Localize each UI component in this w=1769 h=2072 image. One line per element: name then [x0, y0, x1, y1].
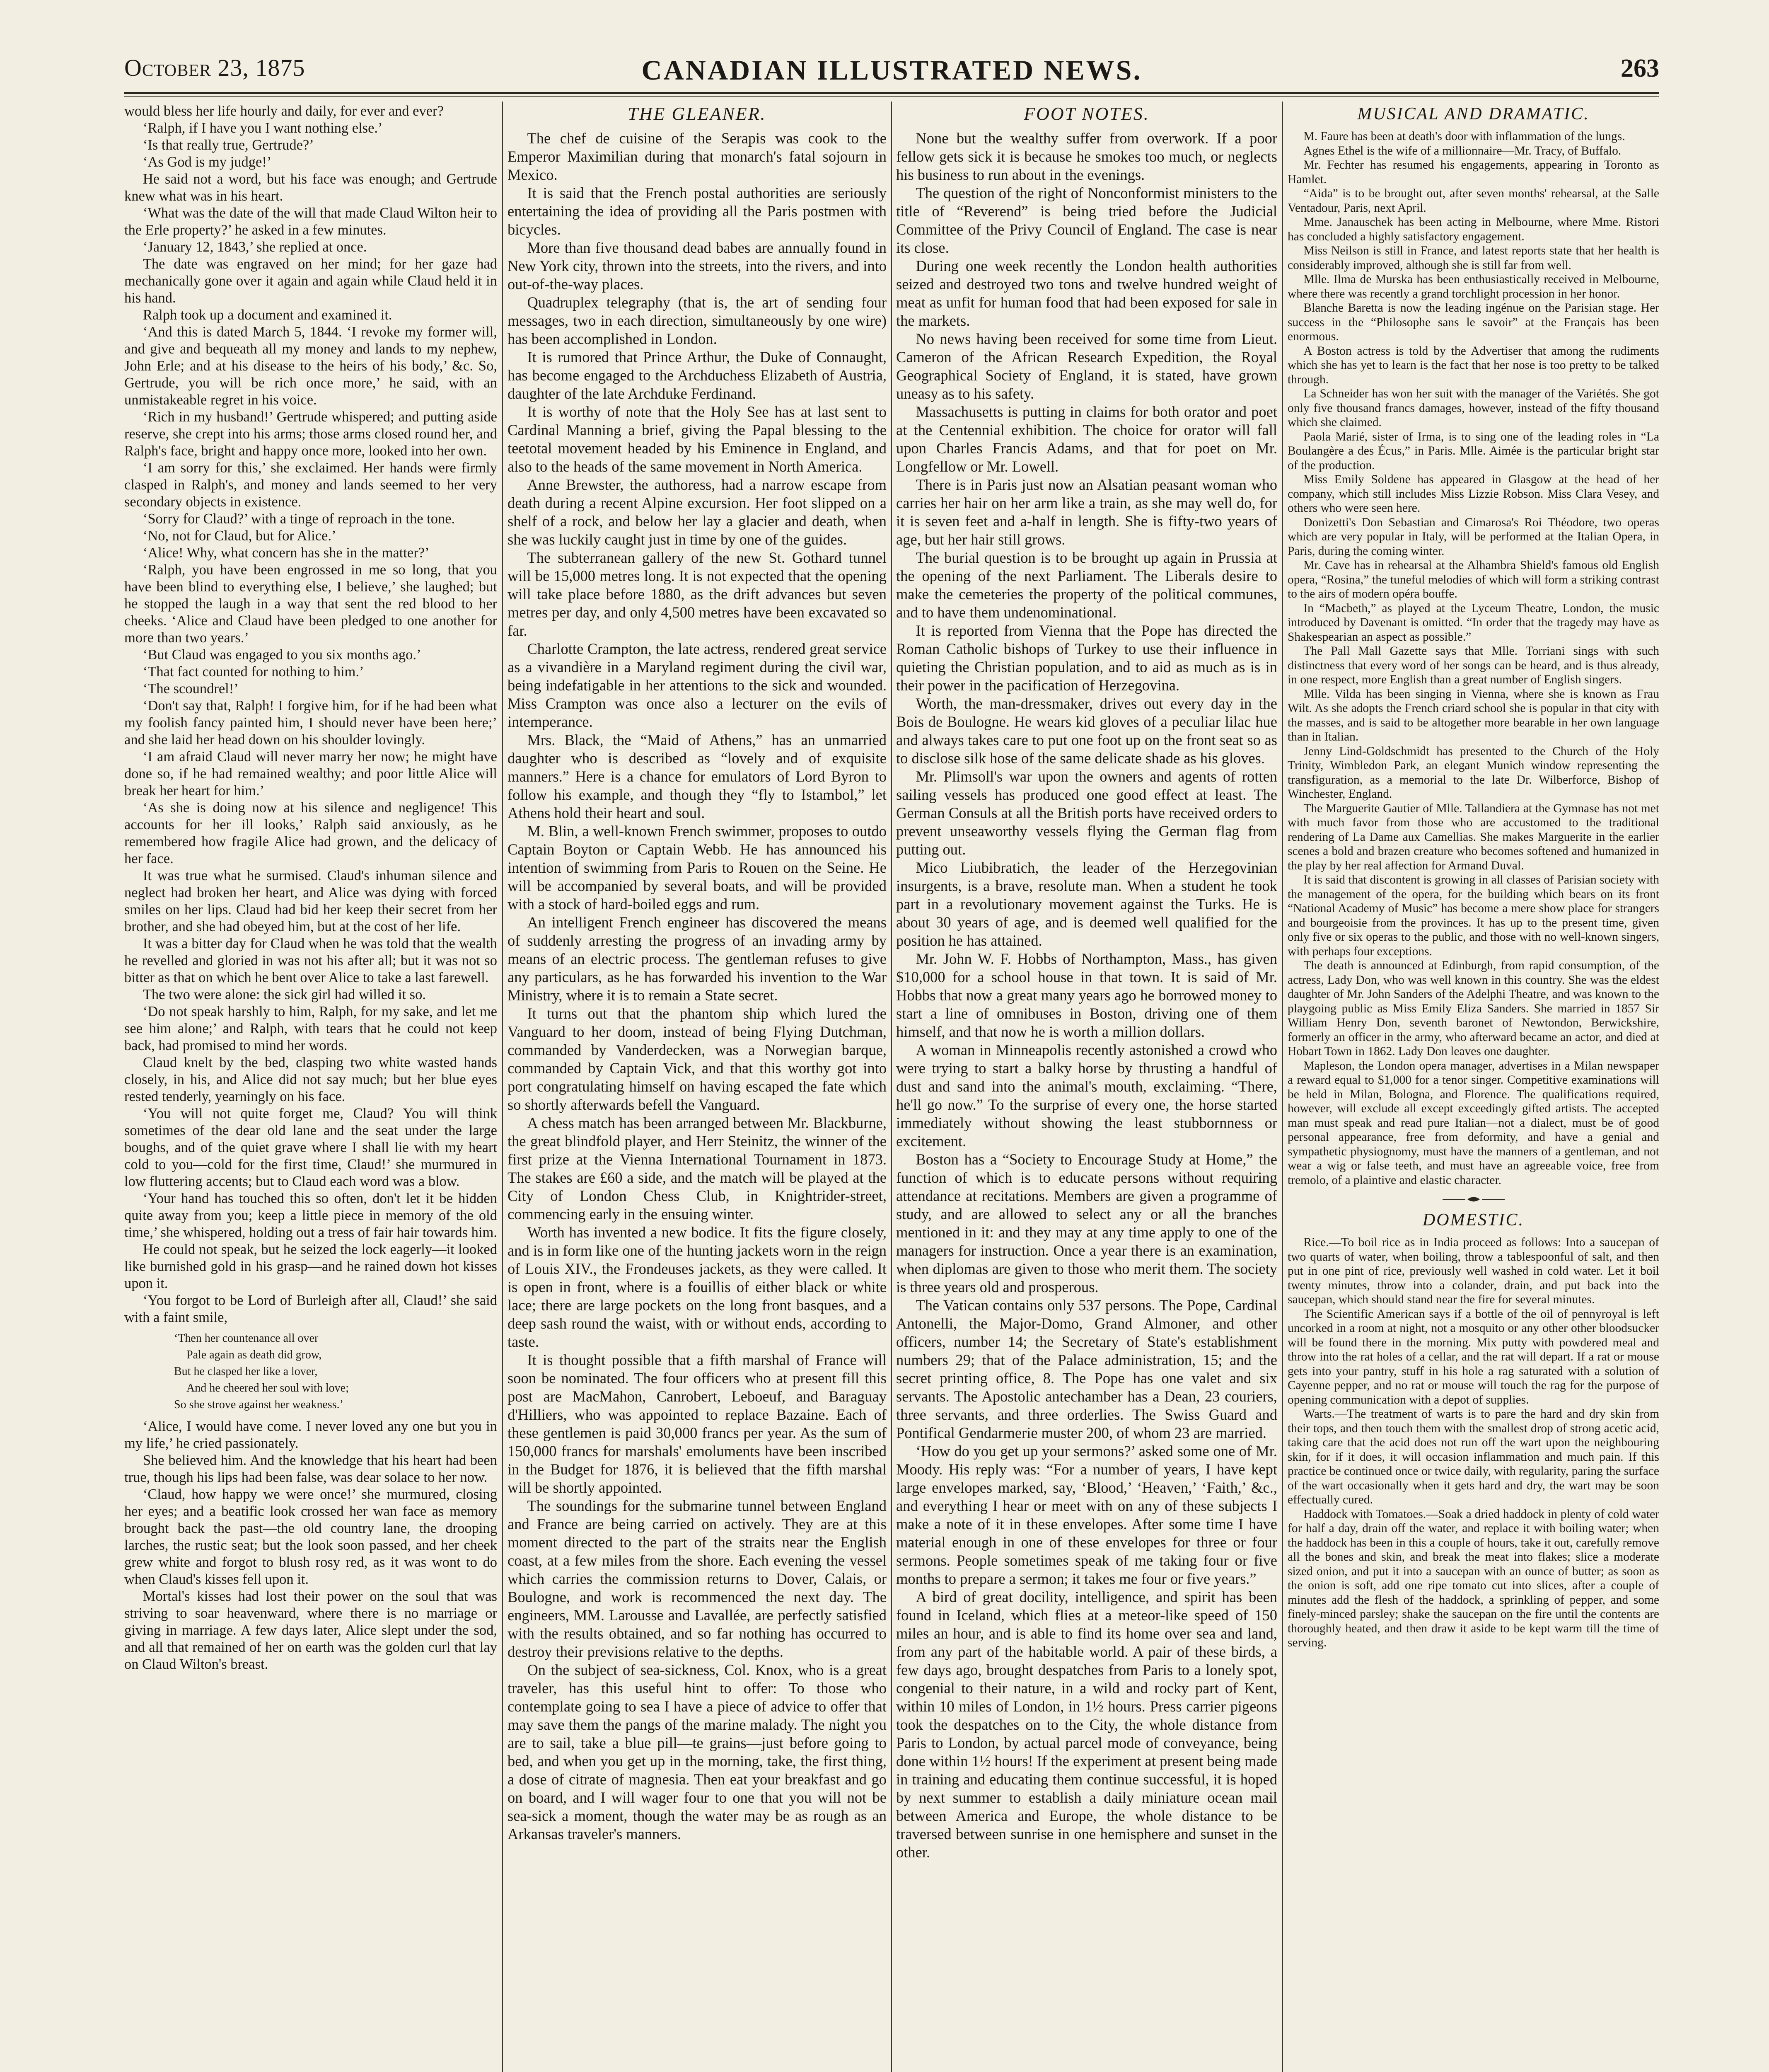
fiction-paragraphs: [124, 103, 497, 1326]
column-rule: [1282, 102, 1283, 2072]
story-paragraph: ‘Sorry for Claud?’ with a tinge of reproach in the tone.: [143, 511, 455, 527]
news-item: Mr. John W. F. Hobbs of Northampton, Mass., has given $10,000 for a school house in that town. It is said of Mr. Hobbs that now a great many years ago he borrowed money to start a line of omnibuses in Boston, driving one of them himself, and that now he is worth a million dollars.: [896, 950, 1277, 1040]
news-item: Mr. Plimsoll's war upon the owners and agents of rotten sailing vessels has produced one good effect at least. The German Consuls at all the British ports have received orders to prevent unseaworthy vessels flying the German flag from putting out.: [896, 768, 1277, 858]
story-paragraph: ‘As God is my judge!’: [143, 154, 272, 170]
recipe-item: Warts.—The treatment of warts is to pare the hard and dry skin from their tops, and then touch them with the smallest drop of strong acetic acid, taking care that the acid does not run off the wart upon the neighbouring skin, for if it does, it will occasion inflammation and much pain. If this practice be continued once or twice daily, with regularity, paring the surface of the wart occasionally when it gets hard and dry, the wart may be soon effectually cured.: [1288, 1407, 1659, 1506]
story-paragraph: ‘No, not for Claud, but for Alice.’: [143, 528, 336, 544]
recipe-item: Haddock with Tomatoes.—Soak a dried haddock in plenty of cold water for half a day, drain off the water, and replace it with boiling water; when the haddock has been in this a couple of hours, take it out, carefully remove all the bones and skin, and break the meat into flakes; slice a moderate sized onion, and put it into a saucepan with an ounce of butter; as soon as the onion is soft, add one ripe tomato cut into slices, after a couple of minutes add the flesh of the haddock, a sprinkling of pepper, and some finely-minced parsley; shake the saucepan on the fire until the contents are thoroughly heated, and then draw it aside to be kept warm till the time of serving.: [1288, 1507, 1659, 1649]
story-paragraph: He said not a word, but his face was enough; and Gertrude knew what was in his heart.: [124, 171, 497, 204]
section-title-gleaner: THE GLEANER.: [628, 104, 766, 124]
story-paragraph: ‘Rich in my husband!’ Gertrude whispered; and putting aside reserve, she crept into his arms; those arms closed round her, and Ralph's face, bright and happy once more, looked into her own.: [124, 409, 497, 459]
news-item: No news having been received for some time from Lieut. Cameron of the African Research Expedition, the Royal Geographical Society of England, it is stated, have grown uneasy as to his safety.: [896, 330, 1277, 402]
news-item: It is worthy of note that the Holy See has at last sent to Cardinal Manning a brief, giving the Papal blessing to the teetotal movement headed by his Eminence in England, and also to the heads of the same movement in North America.: [508, 403, 887, 475]
poem-line: ‘Then her countenance all over: [174, 1332, 319, 1345]
news-item: Mlle. Vilda has been singing in Vienna, where she is known as Frau Wilt. As she adopts the French criard school she is popular in that city with the masses, and is said to be altogether more bearable in her own language than in Italian.: [1288, 687, 1659, 743]
story-paragraph: ‘Alice! Why, what concern has she in the matter?’: [143, 545, 430, 561]
news-item: Anne Brewster, the authoress, had a narrow escape from death during a recent Alpine excursion. Her foot slipped on a shelf of a rock, and below her lay a glacier and death, when she was luckily caught just in time by one of the guides.: [508, 476, 887, 548]
story-paragraph: ‘You forgot to be Lord of Burleigh after all, Claud!’ she said with a faint smile,: [124, 1293, 497, 1325]
news-item: A chess match has been arranged between Mr. Blackburne, the great blindfold player, and Herr Steinitz, the winner of the first prize at the Vienna International Tournament in 1873. The stakes are £60 a side, and the match will be played at the City of London Chess Club, in Knightrider-street, commencing early in the ensuing winter.: [508, 1114, 887, 1222]
news-item: In “Macbeth,” as played at the Lyceum Theatre, London, the music introduced by Davenant is omitted. “In order that the tragedy may have as Shakespearian an aspect as possible.”: [1288, 601, 1659, 644]
header-rule: [124, 92, 1659, 94]
page-header: [124, 54, 1659, 87]
column-musical-domestic: [1288, 103, 1659, 2072]
news-item: La Schneider has won her suit with the manager of the Variétés. She got only five thousand francs damages, however, instead of the fifty thousand which she claimed.: [1288, 387, 1659, 429]
story-paragraph: The date was engraved on her mind; for her gaze had mechanically gone over it again and again while Claud held it in his hand.: [124, 256, 497, 306]
story-paragraph: Claud knelt by the bed, clasping two white wasted hands closely, in his, and Alice did not say much; but her blue eyes rested tenderly, yearningly on his face.: [124, 1055, 497, 1104]
news-item: Mrs. Black, the “Maid of Athens,” has an unmarried daughter who is described as “lovely and of exquisite manners.” Here is a chance for emulators of Lord Byron to follow his example, and though they “fly to Istambol,” let Athens hold their heart and soul.: [508, 731, 887, 821]
poem-line: And he cheered her soul with love;: [186, 1382, 349, 1394]
section-title-footnotes: FOOT NOTES.: [1024, 104, 1150, 124]
news-item: It is thought possible that a fifth marshal of France will soon be nominated. The four officers who at present fill this post are MacMahon, Canrobert, Leboeuf, and Baraguay d'Hilliers, who was appointed to replace Bazaine. Each of these gentlemen is paid 30,000 francs per year. As the sum of 150,000 francs for marshals' emoluments have been inscribed in the Budget for 1876, it is believed that the fifth marshal will be shortly appointed.: [508, 1351, 887, 1496]
news-item: M. Blin, a well-known French swimmer, proposes to outdo Captain Boyton or Captain Webb. He has announced his intention of swimming from Paris to Rouen on the Seine. He will be accompanied by several boats, and will be provided with a stock of hard-boiled eggs and rum.: [508, 823, 887, 913]
news-item: Massachusetts is putting in claims for both orator and poet at the Centennial exhibition. The choice for orator will fall upon Charles Francis Adams, and that for poet on Mr. Longfellow or Mr. Lowell.: [896, 403, 1277, 475]
recipe-item: The Scientific American says if a bottle of the oil of pennyroyal is left uncorked in a room at night, not a mosquito or any other other bloodsucker will be found there in the morning. Mix putty with powdered meal and throw into the rat holes of a cellar, and the rat will depart. If a rat or mouse gets into your pantry, stuff in his hole a rag saturated with a solution of Cayenne pepper, and no rat or mouse will touch the rag for the purpose of opening communication with a depot of supplies.: [1288, 1307, 1659, 1406]
story-paragraph: ‘That fact counted for nothing to him.’: [143, 664, 364, 680]
story-paragraph: ‘Your hand has touched this so often, don't let it be hidden quite away from you; keep a little piece in memory of the old time,’ she whispered, holding out a tress of fair hair towards him.: [124, 1191, 497, 1240]
issue-date: October 23, 1875: [124, 54, 305, 81]
story-paragraph: ‘January 12, 1843,’ she replied at once.: [143, 239, 367, 255]
story-paragraph: It was true what he surmised. Claud's inhuman silence and neglect had broken her heart, and Alice was dying with forced smiles on her lips. Claud had bid her keep their secret from her brother, and she had obeyed him, but at the cost of her life.: [124, 868, 497, 934]
story-paragraph: ‘Ralph, you have been engrossed in me so long, that you have been blind to everything else, I believe,’ she laughed; but he stopped the laugh in a way that sent the red blood to her cheeks. ‘Alice and Claud have been pledged to one another for more than two years.’: [124, 562, 497, 646]
story-paragraph: He could not speak, but he seized the lock eagerly—it looked like burnished gold in his grasp—and he rained down hot kisses upon it.: [124, 1242, 497, 1291]
musical-items: [1288, 129, 1659, 1187]
news-item: It is reported from Vienna that the Pope has directed the Roman Catholic bishops of Turkey to use their influence in quieting the Christian population, and to aid as much as is in their power in the pacification of Herzegovina.: [896, 622, 1277, 694]
masthead: CANADIAN ILLUSTRATED NEWS.: [641, 54, 1142, 86]
footnotes-items: [896, 129, 1277, 1861]
column-rule: [502, 102, 503, 2072]
news-item: More than five thousand dead babes are annually found in New York city, thrown into the streets, into the rivers, and into out-of-the-way places.: [508, 239, 887, 293]
story-paragraph: ‘Don't say that, Ralph! I forgive him, for if he had been what my foolish fancy painted him, I should never have been here;’ and she laid her head down on his shoulder lovingly.: [124, 698, 497, 748]
poem-line: But he clasped her like a lover,: [174, 1365, 318, 1378]
news-item: M. Faure has been at death's door with inflammation of the lungs.: [1303, 130, 1625, 143]
story-paragraph: ‘But Claud was engaged to you six months ago.’: [143, 647, 421, 663]
news-item: Agnes Ethel is the wife of a millionnaire—Mr. Tracy, of Buffalo.: [1303, 144, 1622, 157]
news-item: “Aida” is to be brought out, after seven months' rehearsal, at the Salle Ventadour, Paris, next April.: [1288, 187, 1659, 215]
news-item: Charlotte Crampton, the late actress, rendered great service as a vivandière in a Maryland regiment during the civil war, being indefatigable in her attentions to the sick and wounded. Miss Crampton was once also a lecturer on the evils of intemperance.: [508, 640, 887, 730]
story-paragraph: ‘Do not speak harshly to him, Ralph, for my sake, and let me see him alone;’ and Ralph, with tears that he could not keep back, had promised to mind her words.: [124, 1004, 497, 1053]
news-item: The question of the right of Nonconformist ministers to the title of “Reverend” is being tried before the Judicial Committee of the Privy Council of England. The case is near its close.: [896, 184, 1277, 256]
gleaner-items: [508, 129, 887, 1843]
news-item: Jenny Lind-Goldschmidt has presented to the Church of the Holy Trinity, Wimbledon Park, an elegant Munich window representing the transfiguration, as a memorial to the late Dr. Wilberforce, Bishop of Winchester, England.: [1288, 744, 1659, 801]
news-item: Miss Emily Soldene has appeared in Glasgow at the head of her company, which still includes Miss Lizzie Robson. Miss Clara Vesey, and others who were seen here.: [1288, 473, 1659, 515]
news-item: The Vatican contains only 537 persons. The Pope, Cardinal Antonelli, the Major-Domo, Grand Almoner, and other officers, number 14; the Secretary of State's establishment numbers 29; that of the Palace administration, 15; and the secret printing office, 8. The Pope has one valet and six servants. The Apostolic antechamber has a Dean, 23 couriers, three servants, and three orderlies. The Swiss Guard and Pontifical Gendarmerie muster 200, of whom 23 are married.: [896, 1297, 1277, 1441]
story-paragraph: She believed him. And the knowledge that his heart had been true, though his lips had been false, was dear solace to her now.: [124, 1452, 497, 1485]
news-item: The burial question is to be brought up again in Prussia at the opening of the next Parliament. The Liberals desire to make the cemeteries the property of the political communes, and to have them undenominational.: [896, 549, 1277, 621]
news-item: ‘How do you get up your sermons?’ asked some one of Mr. Moody. His reply was: “For a number of years, I have kept large envelopes marked, say, ‘Blood,’ ‘Heaven,’ ‘Faith,’ &c., and everything I hear or meet with on any of these subjects I make a note of it in these envelopes. After some time I have material enough in one of these envelopes for three or four sermons. People sometimes speak of me taking four or five months to prepare a sermon; it takes me four or five years.”: [896, 1443, 1277, 1587]
news-item: The chef de cuisine of the Serapis was cook to the Emperor Maximilian during that monarch's fatal sojourn in Mexico.: [508, 130, 887, 183]
news-item: The soundings for the submarine tunnel between England and France are being carried on actively. They are at this moment directed to the part of the straits near the English coast, at a few miles from the shore. Each evening the vessel which carries the commission returns to Dover, Calais, or Boulogne, and work is recommenced the next day. The engineers, MM. Larousse and Lavallée, are perfectly satisfied with the results obtained, and so far nothing has occurred to destroy their previsions relative to the depths.: [508, 1497, 887, 1660]
story-paragraph: ‘Claud, how happy we were once!’ she murmured, closing her eyes; and a beatific look crossed her wan face as memory brought back the past—the old country lane, the drooping larches, the rustic seat; but the look soon passed, and her cheek grew white and forgot to blush rosy red, as it was wont to do when Claud's kisses fell upon it.: [124, 1486, 497, 1587]
section-title-domestic: DOMESTIC.: [1422, 1210, 1525, 1230]
column-gleaner: [508, 103, 887, 2072]
news-item: Mr. Cave has in rehearsal at the Alhambra Shield's famous old English opera, “Rosina,” the tuneful melodies of which will form a striking contrast to the airs of modern opéra bouffe.: [1288, 559, 1659, 600]
news-item: The death is announced at Edinburgh, from rapid consumption, of the actress, Lady Don, who was well known in this country. She was the eldest daughter of Mr. John Sanders of the Adelphi Theatre, and was known to the playgoing public as Miss Emily Eliza Sanders. She married in 1857 Sir William Henry Don, seventh baronet of Newtondon, Berwickshire, formerly an officer in the army, who afterward became an actor, and died at Hobart Town in 1862. Lady Don leaves one daughter.: [1288, 959, 1659, 1058]
news-item: Mr. Fechter has resumed his engagements, appearing in Toronto as Hamlet.: [1288, 158, 1659, 186]
story-paragraph: would bless her life hourly and daily, for ever and ever?: [124, 103, 444, 119]
news-item: During one week recently the London health authorities seized and destroyed two tons and twelve hundred weight of meat as unfit for human food that had been exposed for sale in the markets.: [896, 257, 1277, 329]
poem-quotation: [174, 1330, 497, 1413]
column-footnotes: [896, 103, 1277, 2072]
news-item: It turns out that the phantom ship which lured the Vanguard to her doom, instead of being Flying Dutchman, commanded by Vanderdecken, was a Norwegian barque, commanded by Captain Vick, and that this worthy got into port congratulating himself on having escaped the fate which so shortly afterwards befell the Vanguard.: [508, 1005, 887, 1113]
story-paragraph: Mortal's kisses had lost their power on the soul that was striving to soar heavenward, where there is no marriage or giving in marriage. A few days later, Alice slept under the sod, and all that remained of her on earth was the golden curl that lay on Claud Wilton's breast.: [124, 1588, 497, 1672]
story-paragraph: ‘The scoundrel!’: [143, 681, 239, 697]
ornament-divider-icon: [1443, 1195, 1505, 1204]
news-item: It is said that the French postal authorities are seriously entertaining the idea of providing all the Paris postmen with bicycles.: [508, 184, 887, 238]
column-fiction: [124, 103, 497, 2072]
news-item: Boston has a “Society to Encourage Study at Home,” the function of which is to educate persons without requiring attendance at recitations. Members are given a programme of study, and are allowed to select any or all the branches mentioned in it: and they may at any time apply to one of the managers for instruction. Once a year there is an examination, when diplomas are given to those who merit them. The society is three years old and prosperous.: [896, 1151, 1277, 1295]
news-item: Donizetti's Don Sebastian and Cimarosa's Roi Théodore, two operas which are very popular in Italy, will be performed at the Italian Opera, in Paris, during the coming winter.: [1288, 516, 1659, 558]
section-title-musical: MUSICAL AND DRAMATIC.: [1357, 104, 1590, 123]
news-item: Worth, the man-dressmaker, drives out every day in the Bois de Boulogne. He wears kid gloves of a peculiar lilac hue and always takes care to put one foot up on the front seat so as to disclose silk hose of the same delicate shade as his gloves.: [896, 695, 1277, 767]
news-item: It is rumored that Prince Arthur, the Duke of Connaught, has become engaged to the Archduchess Elizabeth of Austria, daughter of the late Archduke Ferdinand.: [508, 349, 887, 402]
fiction-paragraphs-continued: [124, 1418, 497, 1673]
story-paragraph: ‘I am afraid Claud will never marry her now; he might have done so, if he had remained wealthy; and poor little Alice will break her heart for him.’: [124, 749, 497, 799]
story-paragraph: ‘Alice, I would have come. I never loved any one but you in my life,’ he cried passionately.: [124, 1418, 497, 1451]
column-rule: [891, 102, 892, 2072]
news-item: The subterranean gallery of the new St. Gothard tunnel will be 15,000 metres long. It is not expected that the opening will take place before 1880, as the drift advances but seven metres per day, and only 4,500 metres have been excavated so far.: [508, 549, 887, 639]
news-item: Mlle. Ilma de Murska has been enthusiastically received in Melbourne, where there was recently a grand torchlight procession in her honor.: [1288, 273, 1659, 300]
story-paragraph: Ralph took up a document and examined it.: [143, 307, 392, 323]
story-paragraph: It was a bitter day for Claud when he was told that the wealth he revelled and gloried in was not his after all; but it was not so bitter as that on which he bent over Alice to take a last farewell.: [124, 936, 497, 985]
poem-line: So she strove against her weakness.’: [174, 1398, 344, 1411]
story-paragraph: ‘As she is doing now at his silence and negligence! This accounts for her ill looks,’ Ralph said anxiously, as he remembered how fragile Alice had grown, and the delicacy of her face.: [124, 800, 497, 867]
story-paragraph: ‘What was the date of the will that made Claud Wilton heir to the Erle property?’ he asked in a few minutes.: [124, 205, 497, 238]
story-paragraph: ‘And this is dated March 5, 1844. ‘I revoke my former will, and give and bequeath all my money and lands to my nephew, John Erle; and at his disease to the heirs of his body,’ &c. So, Gertrude, you will be rich once more,’ he said, with an unmistakeable regret in his voice.: [124, 324, 497, 408]
domestic-items: [1288, 1235, 1659, 1650]
news-item: An intelligent French engineer has discovered the means of suddenly arresting the progress of an invading army by means of an electric process. The gentleman refuses to give any particulars, as he has forwarded his invention to the War Ministry, where it is to remain a State secret.: [508, 914, 887, 1004]
recipe-item: Rice.—To boil rice as in India proceed as follows: Into a saucepan of two quarts of water, when boiling, throw a tablespoonful of salt, and then put in one pint of rice, previously well washed in cold water. Let it boil twenty minutes, throw into a colander, drain, and put back into the saucepan, which should stand near the fire for several minutes.: [1288, 1236, 1659, 1306]
news-item: A woman in Minneapolis recently astonished a crowd who were trying to start a balky horse by thrusting a handful of dust and sand into the animal's mouth, exclaiming. “There, he'll go now.” To the surprise of every one, the horse started immediately without showing the least stubbornness or excitement.: [896, 1041, 1277, 1150]
story-paragraph: ‘Ralph, if I have you I want nothing else.’: [143, 120, 383, 136]
story-paragraph: The two were alone: the sick girl had willed it so.: [143, 987, 426, 1002]
page-number: 263: [1621, 54, 1659, 82]
news-item: Blanche Baretta is now the leading ingénue on the Parisian stage. Her success in the “Philosophe sans le savoir” at the Français has been enormous.: [1288, 301, 1659, 343]
poem-line: Pale again as death did grow,: [186, 1348, 322, 1361]
news-item: Miss Neilson is still in France, and latest reports state that her health is considerably improved, although she is still far from well.: [1288, 244, 1659, 272]
news-item: It is said that discontent is growing in all classes of Parisian society with the management of the opera, for the building which bears on its front “National Academy of Music” has become a mere show place for strangers and bourgeoisie from the provinces. It has up to the present time, given only five or six operas to the public, and those with no well-known singers, with perhaps four exceptions.: [1288, 873, 1659, 958]
news-item: On the subject of sea-sickness, Col. Knox, who is a great traveler, has this useful hint to offer: To those who contemplate going to sea I have a piece of advice to offer that may save them the pangs of the marine malady. The night you are to sail, take a blue pill—te grains—just before going to bed, and when you get up in the morning, take, the first thing, a dose of citrate of magnesia. Then eat your breakfast and go on board, and I will wager four to one that you will not be sea-sick a moment, though the water may be as rough as an Arkansas traveler's manners.: [508, 1661, 887, 1842]
news-item: Worth has invented a new bodice. It fits the figure closely, and is in form like one of the hunting jackets worn in the reign of Louis XIV., the Frondeuses jackets, as they were called. It is open in front, where is a fouillis of either black or white lace; there are large pockets on the long front basques, and a deep sash round the waist, with or without ends, according to taste.: [508, 1224, 887, 1350]
news-item: Mapleson, the London opera manager, advertises in a Milan newspaper a reward equal to $1,000 for a tenor singer. Competitive examinations will be held in Milan, Bologna, and Florence. The qualifications required, however, will exclude all except exceedingly gifted artists. The accepted man must speak and read pure Italian—not a dialect, must be of good personal appearance, free from deformity, and have a genial and sympathetic physiognomy, must have the manners of a gentleman, and not wear a wig or false teeth, and must have an agreeable voice, free from tremolo, of a plaintive and elastic character.: [1288, 1059, 1659, 1187]
news-item: Paola Marié, sister of Irma, is to sing one of the leading roles in “La Boulangère a des Écus,” in Paris. Mlle. Aimée is the particular bright star of the production.: [1288, 430, 1659, 472]
story-paragraph: ‘I am sorry for this,’ she exclaimed. Her hands were firmly clasped in Ralph's, and money and lands seemed to her very secondary objects in existence.: [124, 460, 497, 510]
story-paragraph: ‘Is that really true, Gertrude?’: [143, 137, 314, 153]
news-item: Quadruplex telegraphy (that is, the art of sending four messages, two in each direction, simultaneously by one wire) has been accomplished in London.: [508, 294, 887, 347]
story-paragraph: ‘You will not quite forget me, Claud? You will think sometimes of the dear old lane and the seat under the large boughs, and of the quiet grave where I shall lie with my heart cold to you—cold for the first time, Claud!’ she murmured in low fluttering accents; but to Claud each word was a blow.: [124, 1106, 497, 1189]
news-item: There is in Paris just now an Alsatian peasant woman who carries her hair on her arm like a train, as she may well do, for it is seven feet and a-half in length. She is fifty-two years of age, but her hair still grows.: [896, 476, 1277, 548]
news-item: A Boston actress is told by the Advertiser that among the rudiments which she has yet to learn is the fact that her nose is too pretty to be talked through.: [1288, 344, 1659, 386]
news-item: None but the wealthy suffer from overwork. If a poor fellow gets sick it is because he smokes too much, or neglects his business to run about in the evenings.: [896, 130, 1277, 183]
news-item: Mico Liubibratich, the leader of the Herzegovinian insurgents, is a brave, resolute man. When a student he took part in a revolutionary movement against the Turks. He is about 30 years of age, and is deemed well qualified for the position he has attained.: [896, 859, 1277, 949]
news-item: The Marguerite Gautier of Mlle. Tallandiera at the Gymnase has not met with much favor from those who are accustomed to the traditional rendering of La Dame aux Camellias. She makes Marguerite in the earlier scenes a bold and brazen creature who becomes softened and humanized in the play by her real affection for Armand Duval.: [1288, 801, 1659, 872]
header-rule-thin: [124, 96, 1659, 97]
news-item: A bird of great docility, intelligence, and spirit has been found in Iceland, which flies at a meteor-like speed of 150 miles an hour, and is able to find its home over sea and land, from any part of the habitable world. A pair of these birds, a few days ago, brought despatches from Paris to a lonely spot, congenial to their nature, in a wild and rocky part of Kent, within 10 miles of London, in 1½ hours. Press carrier pigeons took the despatches on to the City, the whole distance from Paris to London, by actual parcel mode of conveyance, being done within 1½ hours! If the experiment at present being made in training and educating them continue successful, it is hoped by next summer to establish a daily miniature ocean mail between America and Europe, the whole distance to be traversed between sunrise in one hemisphere and sunset in the other.: [896, 1588, 1277, 1861]
news-item: The Pall Mall Gazette says that Mlle. Torriani sings with such distinctness that every word of her songs can be heard, and is thus already, in one respect, more English than a great number of English singers.: [1288, 644, 1659, 686]
news-item: Mme. Janauschek has been acting in Melbourne, where Mme. Ristori has concluded a highly satisfactory engagement.: [1288, 215, 1659, 243]
